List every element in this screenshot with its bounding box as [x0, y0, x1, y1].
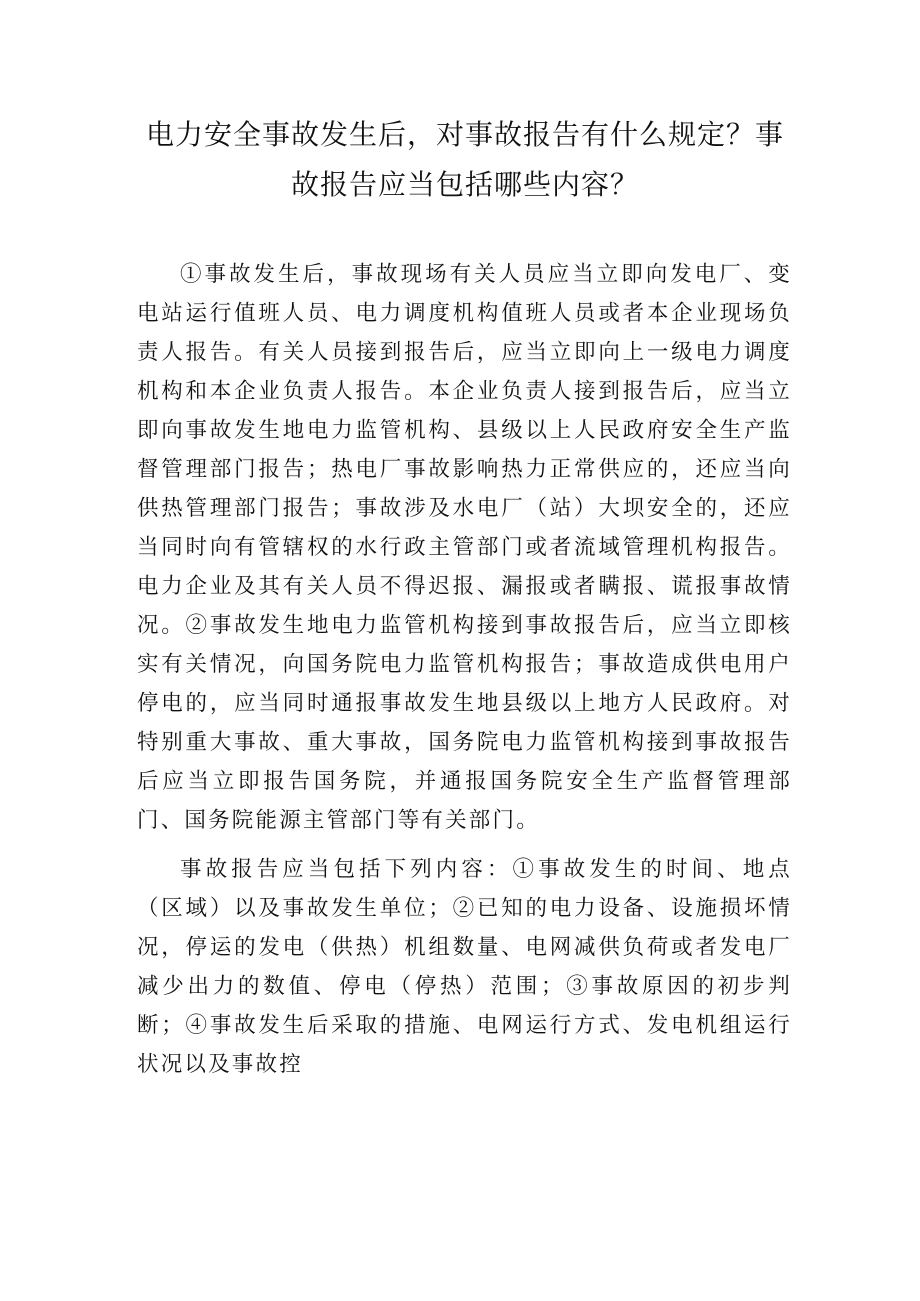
document-title: 电力安全事故发生后，对事故报告有什么规定？事故报告应当包括哪些内容？: [145, 118, 784, 201]
paragraph-report-contents: 事故报告应当包括下列内容：①事故发生的时间、地点（区域）以及事故发生单位；②已知的电力设备、设施损坏情况，停运的发电（供热）机组数量、电网减供负荷或者发电厂减少出力的数值、停电（停热）范围；③事故原因的初步判断；④事故发生后采取的措施、电网运行方式、发电机组运行状况以及事故控: [137, 857, 792, 1077]
paragraph-reporting-procedure: ①事故发生后，事故现场有关人员应当立即向发电厂、变电站运行值班人员、电力调度机构值班人员或者本企业现场负责人报告。有关人员接到报告后，应当立即向上一级电力调度机构和本企业负责人报告。本企业负责人接到报告后，应当立即向事故发生地电力监管机构、县级以上人民政府安全生产监督管理部门报告；热电厂事故影响热力正常供应的，还应当向供热管理部门报告；事故涉及水电厂（站）大坝安全的，还应当同时向有管辖权的水行政主管部门或者流域管理机构报告。电力企业及其有关人员不得迟报、漏报或者瞒报、谎报事故情况。②事故发生地电力监管机构接到事故报告后，应当立即核实有关情况，向国务院电力监管机构报告；事故造成供电用户停电的，应当同时通报事故发生地县级以上地方人民政府。对特别重大事故、重大事故，国务院电力监管机构接到事故报告后应当立即报告国务院，并通报国务院安全生产监督管理部门、国务院能源主管部门等有关部门。: [137, 262, 792, 833]
document-body: [137, 255, 792, 1094]
